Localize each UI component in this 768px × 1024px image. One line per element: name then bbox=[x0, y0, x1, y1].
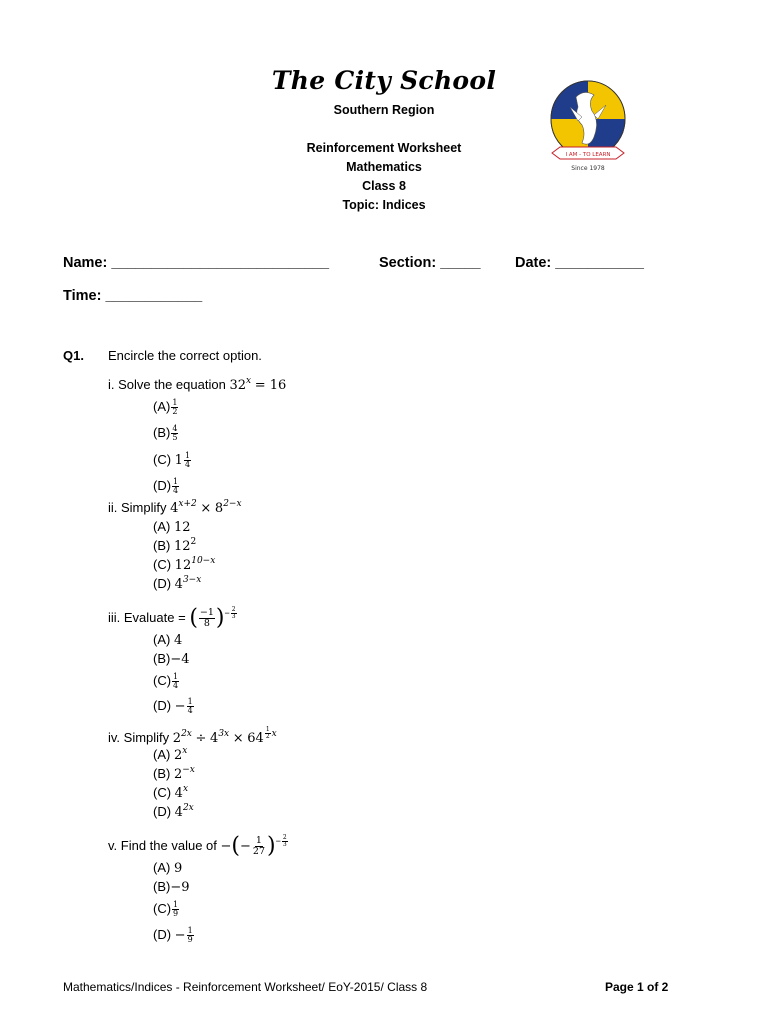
subq1-exp: x bbox=[245, 376, 252, 386]
subq1-option-d[interactable]: (D) $\frac{1}{4}$ bbox=[153, 477, 179, 496]
topic-label: Topic: Indices bbox=[342, 198, 426, 212]
subject-label: Mathematics bbox=[346, 160, 422, 174]
name-field: Name: ___________________________ bbox=[63, 255, 330, 271]
subq3-option-b[interactable]: (B)−4 bbox=[153, 651, 190, 667]
subq2-option-c[interactable]: (C) $12^{10-x}$ bbox=[153, 556, 216, 573]
subquestion-4: iv. Simplify $2^{2x} \div 4^{3x} \times 64$ $^{\frac{1}{2} x}$ bbox=[108, 726, 277, 746]
subq5-option-c[interactable]: (C) $\frac{1}{9}$ bbox=[153, 900, 179, 919]
crest-since: Since 1978 bbox=[571, 165, 605, 172]
date-field: Date: ___________ bbox=[515, 255, 644, 271]
subquestion-2: ii. Simplify $4^{x+2} \times 8^{2-x}$ bbox=[108, 499, 242, 516]
subq5-option-b[interactable]: (B)−9 bbox=[153, 879, 190, 895]
subq3-option-a[interactable]: (A) 4 bbox=[153, 632, 183, 648]
subq4-option-c[interactable]: (C) 4$^x$ bbox=[153, 784, 189, 801]
school-title: The City School bbox=[271, 66, 497, 95]
subq2-option-b[interactable]: (B) $12^2$ bbox=[153, 537, 197, 554]
subq1-base: 32 bbox=[229, 378, 246, 393]
subq3-option-d[interactable]: (D) − $\frac{1}{4}$ bbox=[153, 697, 193, 716]
subquestion-3: iii. Evaluate = ( $\frac{-1}{8}$ )$^{- \frac{2}{3}}$ bbox=[108, 605, 236, 631]
school-crest-logo bbox=[548, 77, 628, 177]
subq1-option-c[interactable]: (C) 1 $\frac{1}{4}$ bbox=[153, 451, 191, 470]
section-field: Section: _____ bbox=[379, 255, 481, 271]
subq1-rest: = 16 bbox=[254, 378, 287, 393]
class-label: Class 8 bbox=[362, 179, 406, 193]
subq1-prefix: i. Solve the equation bbox=[108, 377, 226, 392]
worksheet-title: Reinforcement Worksheet bbox=[306, 141, 462, 155]
region-label: Southern Region bbox=[333, 103, 435, 117]
page-number: Page 1 of 2 bbox=[605, 980, 669, 994]
subq5-option-a[interactable]: (A) 9 bbox=[153, 860, 183, 876]
subq5-option-d[interactable]: (D) − $\frac{1}{9}$ bbox=[153, 926, 193, 945]
subq3-option-c[interactable]: (C) $\frac{1}{4}$ bbox=[153, 672, 179, 691]
subq4-option-d[interactable]: (D) $4^{2x}$ bbox=[153, 803, 194, 820]
time-field: Time: ____________ bbox=[63, 288, 203, 304]
subq2-option-d[interactable]: (D) $4^{3-x}$ bbox=[153, 575, 202, 592]
subq1-option-b[interactable]: (B) $\frac{4}{5}$ bbox=[153, 424, 178, 443]
subq2-option-a[interactable]: (A) 12 bbox=[153, 519, 191, 535]
subq4-option-a[interactable]: (A) 2$^x$ bbox=[153, 746, 188, 763]
footer-left: Mathematics/Indices - Reinforcement Worksheet/ EoY-2015/ Class 8 bbox=[63, 980, 428, 994]
question-instruction: Encircle the correct option. bbox=[108, 348, 262, 363]
subquestion-5: v. Find the value of −(− $\frac{1}{27}$ )$^{- \frac{2}{3}}$ bbox=[108, 833, 287, 859]
subq4-option-b[interactable]: (B) $2^{-x}$ bbox=[153, 765, 195, 782]
subq1-option-a[interactable]: (A) $\frac{1}{2}$ bbox=[153, 398, 178, 417]
question-number: Q1. bbox=[63, 348, 84, 363]
subquestion-1 bbox=[108, 377, 286, 393]
crest-motto: I AM - TO LEARN bbox=[565, 152, 611, 158]
